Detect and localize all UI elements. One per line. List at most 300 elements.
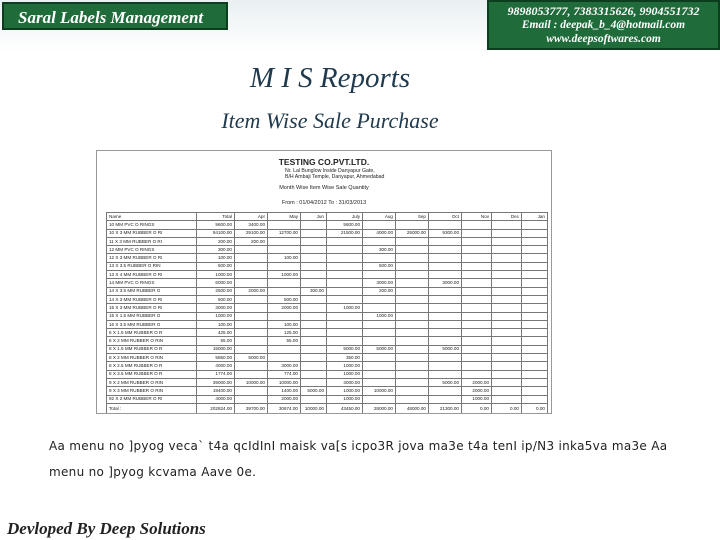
table-row: [107, 345, 548, 353]
quantity-cell: [396, 370, 429, 378]
quantity-cell: 3400.00: [235, 221, 268, 229]
quantity-cell: 300.00: [301, 287, 327, 295]
quantity-cell: [301, 262, 327, 270]
quantity-cell: [235, 370, 268, 378]
total-cell: 10000.00: [301, 403, 327, 414]
quantity-cell: 425.00: [197, 329, 235, 337]
quantity-cell: 5600.00: [327, 221, 363, 229]
quantity-cell: [301, 329, 327, 337]
quantity-cell: [301, 229, 327, 237]
app-title: Saral Labels Management: [18, 8, 204, 27]
quantity-cell: [462, 295, 492, 303]
quantity-cell: [363, 304, 396, 312]
quantity-cell: [429, 395, 462, 403]
quantity-cell: [235, 320, 268, 328]
total-cell: 0.00: [522, 403, 548, 414]
quantity-cell: 100.00: [268, 254, 301, 262]
quantity-cell: [235, 337, 268, 345]
quantity-cell: [301, 362, 327, 370]
quantity-cell: 5000.00: [301, 387, 327, 395]
quantity-cell: [268, 237, 301, 245]
quantity-cell: [363, 337, 396, 345]
quantity-cell: [492, 320, 522, 328]
item-name-cell: 8 X 1.5 MM RUBBER O R: [107, 345, 197, 353]
quantity-cell: [522, 246, 548, 254]
quantity-cell: 2000.00: [268, 304, 301, 312]
quantity-cell: 125.00: [268, 329, 301, 337]
quantity-cell: [235, 362, 268, 370]
quantity-cell: 100.00: [268, 320, 301, 328]
column-header: Total: [197, 213, 235, 221]
quantity-cell: [462, 312, 492, 320]
quantity-cell: [462, 329, 492, 337]
total-cell: 202824.00: [197, 403, 235, 414]
description-text: [49, 433, 689, 485]
quantity-cell: [268, 287, 301, 295]
quantity-cell: [301, 271, 327, 279]
quantity-cell: [301, 221, 327, 229]
quantity-cell: [301, 395, 327, 403]
quantity-cell: [462, 271, 492, 279]
quantity-cell: [327, 262, 363, 270]
quantity-cell: [327, 271, 363, 279]
quantity-cell: [522, 262, 548, 270]
quantity-cell: [522, 395, 548, 403]
table-row: [107, 237, 548, 245]
item-name-cell: 9 X 2 MM RUBBER O RIN: [107, 378, 197, 386]
quantity-cell: [235, 295, 268, 303]
table-row: [107, 378, 548, 386]
quantity-cell: [429, 387, 462, 395]
quantity-cell: [462, 229, 492, 237]
quantity-cell: 1000.00: [363, 312, 396, 320]
quantity-cell: [429, 287, 462, 295]
quantity-cell: 1000.00: [327, 395, 363, 403]
quantity-cell: [301, 279, 327, 287]
quantity-cell: [429, 262, 462, 270]
total-cell: 39700.00: [235, 403, 268, 414]
item-name-cell: 8 X 2 MM RUBBER O RIN: [107, 354, 197, 362]
quantity-cell: [235, 329, 268, 337]
quantity-cell: [429, 254, 462, 262]
quantity-cell: [462, 287, 492, 295]
quantity-cell: [301, 237, 327, 245]
quantity-cell: 12700.00: [268, 229, 301, 237]
quantity-cell: [235, 345, 268, 353]
quantity-cell: [396, 378, 429, 386]
quantity-cell: 2000.00: [462, 378, 492, 386]
quantity-cell: [522, 354, 548, 362]
quantity-cell: [492, 221, 522, 229]
table-row: [107, 320, 548, 328]
quantity-cell: 3000.00: [429, 279, 462, 287]
quantity-cell: [429, 304, 462, 312]
quantity-cell: [327, 337, 363, 345]
quantity-cell: [492, 370, 522, 378]
quantity-cell: [492, 395, 522, 403]
column-header: Oct: [429, 213, 462, 221]
quantity-cell: [522, 345, 548, 353]
quantity-cell: [396, 304, 429, 312]
quantity-cell: [492, 354, 522, 362]
quantity-cell: [363, 378, 396, 386]
table-row: [107, 395, 548, 403]
item-name-cell: 16 X 3.5 MM RUBBER O: [107, 320, 197, 328]
quantity-cell: [429, 221, 462, 229]
quantity-cell: [462, 221, 492, 229]
quantity-cell: [301, 378, 327, 386]
quantity-cell: [492, 304, 522, 312]
quantity-cell: [327, 329, 363, 337]
quantity-cell: [235, 254, 268, 262]
quantity-cell: [396, 254, 429, 262]
quantity-cell: [301, 246, 327, 254]
quantity-cell: [268, 354, 301, 362]
item-name-cell: 14 MM PVC O RINGS: [107, 279, 197, 287]
quantity-cell: [327, 246, 363, 254]
quantity-cell: 2500.00: [197, 287, 235, 295]
item-name-cell: 15 X 1.5 MM RUBBER O: [107, 312, 197, 320]
quantity-cell: 4000.00: [363, 229, 396, 237]
quantity-cell: [429, 237, 462, 245]
quantity-cell: 2000.00: [462, 387, 492, 395]
quantity-cell: [492, 279, 522, 287]
quantity-cell: [492, 362, 522, 370]
table-header-row: [107, 213, 548, 221]
quantity-cell: 39000.00: [197, 378, 235, 386]
quantity-cell: [268, 246, 301, 254]
item-name-cell: 12 X 3 MM RUBBER O RI: [107, 254, 197, 262]
quantity-cell: [462, 362, 492, 370]
quantity-cell: 2000.00: [268, 395, 301, 403]
quantity-cell: [396, 295, 429, 303]
table-row: [107, 262, 548, 270]
quantity-cell: 10000.00: [363, 387, 396, 395]
quantity-cell: [396, 279, 429, 287]
column-header: Jun: [301, 213, 327, 221]
total-cell: 48000.00: [396, 403, 429, 414]
total-row: [107, 403, 548, 414]
quantity-cell: 9300.00: [429, 229, 462, 237]
quantity-cell: 1000.00: [462, 395, 492, 403]
quantity-cell: [522, 387, 548, 395]
quantity-cell: 350.00: [327, 354, 363, 362]
quantity-cell: [363, 362, 396, 370]
quantity-cell: 1000.00: [327, 304, 363, 312]
item-name-cell: 13 X 4 MM RUBBER O RI: [107, 271, 197, 279]
quantity-cell: [235, 312, 268, 320]
quantity-cell: [235, 246, 268, 254]
item-name-cell: 10 MM PVC O RINGS: [107, 221, 197, 229]
quantity-cell: 2000.00: [235, 287, 268, 295]
contact-email: Email : deepak_b_4@hotmail.com: [521, 19, 686, 31]
quantity-cell: [492, 387, 522, 395]
quantity-cell: 300.00: [197, 246, 235, 254]
quantity-cell: [522, 312, 548, 320]
column-header: July: [327, 213, 363, 221]
quantity-cell: 94100.00: [197, 229, 235, 237]
quantity-cell: 3000.00: [327, 378, 363, 386]
quantity-cell: [396, 312, 429, 320]
quantity-cell: 774.00: [268, 370, 301, 378]
quantity-cell: [492, 337, 522, 345]
quantity-cell: [522, 337, 548, 345]
quantity-cell: [396, 221, 429, 229]
quantity-cell: 15000.00: [197, 345, 235, 353]
table-row: [107, 329, 548, 337]
quantity-cell: [492, 329, 522, 337]
quantity-cell: [268, 279, 301, 287]
quantity-cell: [429, 362, 462, 370]
quantity-cell: 5000.00: [327, 345, 363, 353]
item-name-cell: 8 X 2.5 MM RUBBER O R: [107, 362, 197, 370]
quantity-cell: 3000.00: [197, 304, 235, 312]
quantity-cell: 500.00: [197, 262, 235, 270]
quantity-cell: [429, 312, 462, 320]
description-line-2: menu no ]pyog kcvama Aave 0e.: [49, 465, 257, 479]
quantity-cell: [396, 329, 429, 337]
quantity-cell: [327, 320, 363, 328]
quantity-cell: 21500.00: [327, 229, 363, 237]
quantity-cell: [363, 254, 396, 262]
quantity-cell: [268, 312, 301, 320]
quantity-cell: 200.00: [235, 237, 268, 245]
quantity-cell: [462, 279, 492, 287]
quantity-cell: [301, 337, 327, 345]
table-body: [107, 221, 548, 414]
quantity-cell: 1000.00: [197, 271, 235, 279]
table-row: [107, 304, 548, 312]
quantity-cell: 500.00: [268, 295, 301, 303]
quantity-cell: 5000.00: [363, 345, 396, 353]
quantity-cell: [363, 237, 396, 245]
quantity-cell: [522, 221, 548, 229]
quantity-cell: [396, 395, 429, 403]
contact-box: [487, 0, 720, 50]
column-header: Aug: [363, 213, 396, 221]
quantity-cell: 6000.00: [197, 279, 235, 287]
table-row: [107, 312, 548, 320]
quantity-cell: [268, 221, 301, 229]
quantity-cell: [522, 279, 548, 287]
item-name-cell: 14 X 3 MM RUBBER O RI: [107, 295, 197, 303]
quantity-cell: [462, 345, 492, 353]
quantity-cell: [522, 295, 548, 303]
quantity-cell: [462, 354, 492, 362]
table-row: [107, 287, 548, 295]
quantity-cell: [235, 395, 268, 403]
quantity-cell: [492, 246, 522, 254]
item-name-cell: 12 MM PVC O RINGS: [107, 246, 197, 254]
quantity-cell: [522, 378, 548, 386]
quantity-cell: [363, 354, 396, 362]
report-address-line2: B/H Ambaji Temple, Danyapur, Ahmedabad: [285, 174, 385, 180]
quantity-cell: [492, 345, 522, 353]
column-header: Nov: [462, 213, 492, 221]
quantity-cell: [363, 320, 396, 328]
quantity-cell: 3000.00: [363, 279, 396, 287]
quantity-cell: 200.00: [197, 237, 235, 245]
table-row: [107, 337, 548, 345]
quantity-cell: 4000.00: [197, 395, 235, 403]
column-header: Sep: [396, 213, 429, 221]
quantity-cell: [327, 237, 363, 245]
total-cell: 43450.00: [327, 403, 363, 414]
total-cell: 30674.00: [268, 403, 301, 414]
quantity-cell: [492, 287, 522, 295]
quantity-cell: [327, 287, 363, 295]
quantity-cell: 300.00: [363, 246, 396, 254]
item-name-cell: 8 X 3.5 MM RUBBER O R: [107, 370, 197, 378]
quantity-cell: [301, 345, 327, 353]
quantity-cell: [462, 337, 492, 345]
quantity-cell: [429, 337, 462, 345]
table-row: [107, 354, 548, 362]
quantity-cell: [363, 295, 396, 303]
quantity-cell: [522, 320, 548, 328]
quantity-cell: 55.00: [268, 337, 301, 345]
report-address: [285, 168, 384, 180]
quantity-cell: [268, 262, 301, 270]
quantity-cell: [301, 320, 327, 328]
table-row: [107, 370, 548, 378]
quantity-cell: 4000.00: [197, 362, 235, 370]
report-company: TESTING CO.PVT.LTD.: [278, 157, 370, 167]
quantity-cell: [429, 246, 462, 254]
item-name-cell: 15 X 3 MM RUBBER O RI: [107, 304, 197, 312]
quantity-cell: [363, 221, 396, 229]
quantity-cell: [396, 287, 429, 295]
item-name-cell: 14 X 3.5 MM RUBBER O: [107, 287, 197, 295]
quantity-cell: [462, 237, 492, 245]
quantity-cell: 5000.00: [429, 378, 462, 386]
quantity-cell: [522, 362, 548, 370]
quantity-cell: [492, 378, 522, 386]
quantity-cell: 1000.00: [327, 362, 363, 370]
quantity-cell: [301, 295, 327, 303]
quantity-cell: [429, 354, 462, 362]
quantity-cell: [363, 370, 396, 378]
quantity-cell: [396, 345, 429, 353]
report-date-range: From : 01/04/2012 To : 31/03/2013: [281, 200, 367, 206]
quantity-cell: [327, 254, 363, 262]
quantity-cell: [396, 262, 429, 270]
quantity-cell: 55.00: [197, 337, 235, 345]
total-cell: 21300.00: [429, 403, 462, 414]
quantity-cell: [492, 237, 522, 245]
contact-phones: 9898053777, 7383315626, 9904551732: [507, 4, 700, 18]
quantity-cell: 1000.00: [327, 387, 363, 395]
quantity-cell: [235, 271, 268, 279]
quantity-cell: [396, 362, 429, 370]
quantity-cell: [235, 304, 268, 312]
total-cell: 28000.00: [363, 403, 396, 414]
quantity-cell: [429, 320, 462, 328]
description-line-1: Aa menu no ]pyog veca` t4a qcIdInI maisk va[s icpo3R jova ma3e t4a tenI ip/N3 inka5va ma3e Aa: [49, 439, 668, 453]
quantity-cell: [301, 304, 327, 312]
quantity-cell: 5000.00: [429, 345, 462, 353]
quantity-cell: [429, 295, 462, 303]
quantity-cell: 100.00: [197, 254, 235, 262]
item-name-cell: 6 X 2 MM RUBBER O RIN: [107, 337, 197, 345]
item-name-cell: 11 X 3 MM RUBBER O RI: [107, 237, 197, 245]
table-row: [107, 362, 548, 370]
quantity-cell: 500.00: [197, 295, 235, 303]
table-row: [107, 387, 548, 395]
quantity-cell: 25000.00: [396, 229, 429, 237]
quantity-cell: [492, 312, 522, 320]
quantity-cell: [327, 312, 363, 320]
quantity-cell: [396, 320, 429, 328]
page-subtitle: Item Wise Sale Purchase: [221, 108, 439, 133]
quantity-cell: [363, 329, 396, 337]
quantity-cell: [462, 320, 492, 328]
quantity-cell: 29100.00: [235, 229, 268, 237]
quantity-cell: 500.00: [363, 262, 396, 270]
quantity-cell: [522, 237, 548, 245]
quantity-cell: [462, 262, 492, 270]
item-name-cell: 13 X 3.5 RUBBER O RIN: [107, 262, 197, 270]
quantity-cell: [492, 271, 522, 279]
quantity-cell: [429, 329, 462, 337]
quantity-cell: 200.00: [363, 287, 396, 295]
table-row: [107, 271, 548, 279]
report-table: [106, 212, 548, 414]
total-cell: 0.00: [462, 403, 492, 414]
quantity-cell: [396, 387, 429, 395]
quantity-cell: 1000.00: [327, 370, 363, 378]
table-row: [107, 221, 548, 229]
total-label-cell: Total :: [107, 403, 197, 414]
quantity-cell: 5000.00: [235, 354, 268, 362]
quantity-cell: [396, 354, 429, 362]
quantity-cell: [396, 237, 429, 245]
quantity-cell: [522, 229, 548, 237]
contact-website: www.deepsoftwares.com: [546, 33, 661, 45]
quantity-cell: [462, 246, 492, 254]
quantity-cell: [301, 370, 327, 378]
quantity-cell: 3000.00: [268, 362, 301, 370]
quantity-cell: [522, 329, 548, 337]
quantity-cell: [492, 262, 522, 270]
table-row: [107, 246, 548, 254]
column-header: Jan: [522, 213, 548, 221]
table-row: [107, 229, 548, 237]
quantity-cell: 1000.00: [268, 271, 301, 279]
quantity-cell: [327, 279, 363, 287]
app-title-box: [2, 2, 228, 30]
report-address-line1: Nr. Lal Bunglow Inside Danyapur Gate,: [285, 168, 375, 174]
page-title: M I S Reports: [249, 62, 411, 94]
quantity-cell: [327, 295, 363, 303]
quantity-cell: [363, 395, 396, 403]
item-name-cell: 9 X 3 MM RUBBER O RIN: [107, 387, 197, 395]
column-header: Name: [107, 213, 197, 221]
quantity-cell: 1774.00: [197, 370, 235, 378]
quantity-cell: 10000.00: [268, 378, 301, 386]
quantity-cell: [522, 254, 548, 262]
column-header: May: [268, 213, 301, 221]
quantity-cell: [492, 295, 522, 303]
quantity-cell: [396, 337, 429, 345]
column-header: Apr: [235, 213, 268, 221]
quantity-cell: [235, 387, 268, 395]
quantity-cell: [301, 312, 327, 320]
item-name-cell: 10 X 3 MM RUBBER O RI: [107, 229, 197, 237]
quantity-cell: [429, 271, 462, 279]
quantity-cell: 100.00: [197, 320, 235, 328]
quantity-cell: [492, 229, 522, 237]
